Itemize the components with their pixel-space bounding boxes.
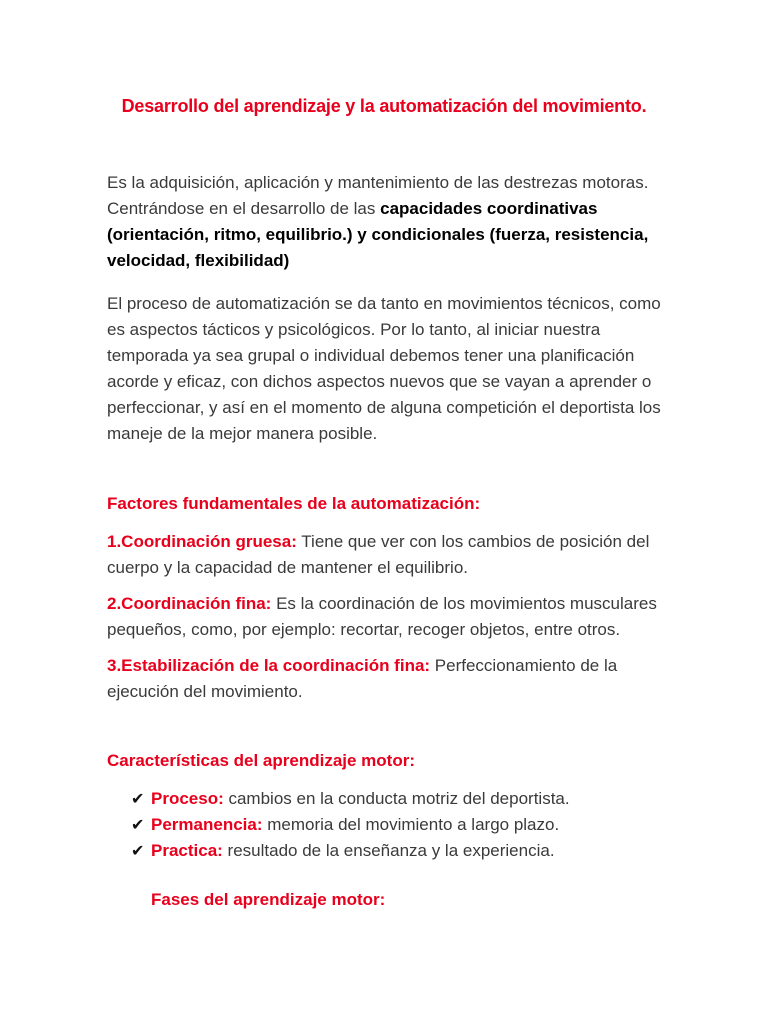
factor-label: 2.Coordinación fina: bbox=[107, 594, 272, 613]
factor-item bbox=[107, 529, 677, 581]
document-title: Desarrollo del aprendizaje y la automatización del movimiento. bbox=[121, 96, 647, 116]
checkmark-icon: ✔ bbox=[131, 789, 145, 808]
factor-text: Tiene que ver con los cambios de posición del cuerpo y la capacidad de mantener el equilibrio. bbox=[107, 532, 650, 577]
characteristic-label: Practica: bbox=[151, 841, 223, 860]
list-item bbox=[131, 812, 570, 838]
checkmark-icon: ✔ bbox=[131, 841, 145, 860]
list-item bbox=[131, 838, 570, 864]
characteristics-heading: Características del aprendizaje motor: bbox=[107, 751, 416, 770]
checkmark-icon: ✔ bbox=[131, 815, 145, 834]
list-item bbox=[131, 786, 570, 812]
characteristic-label: Proceso: bbox=[151, 789, 224, 808]
characteristic-label: Permanencia: bbox=[151, 815, 263, 834]
characteristic-text: cambios en la conducta motriz del deportista. bbox=[223, 789, 570, 808]
characteristic-text: memoria del movimiento a largo plazo. bbox=[262, 815, 560, 834]
factor-item bbox=[107, 653, 677, 705]
phases-heading: Fases del aprendizaje motor: bbox=[151, 890, 386, 909]
intro-text: Es la adquisición, aplicación y mantenimiento de las destrezas motoras. Centrándose en el desarrollo de las bbox=[107, 173, 649, 218]
process-paragraph: El proceso de automatización se da tanto en movimientos técnicos, como es aspectos tácticos y psicológicos. Por lo tanto, al iniciar nuestra temporada ya sea grupal o individual debemos tener una planificación acorde y eficaz, con dichos aspectos nuevos que se vayan a aprender o perfeccionar, y así en el momento de alguna competición el deportista los maneje de la mejor manera posible. bbox=[107, 294, 661, 443]
factor-item bbox=[107, 591, 677, 643]
intro-capacities-emphasis: capacidades coordinativas (orientación, ritmo, equilibrio.) y condicionales (fuerza, resistencia, velocidad, flexibilidad) bbox=[107, 199, 649, 270]
factor-text: Perfeccionamiento de la ejecución del movimiento. bbox=[107, 656, 618, 701]
factor-text: Es la coordinación de los movimientos musculares pequeños, como, por ejemplo: recortar, recoger objetos, entre otros. bbox=[107, 594, 657, 639]
intro-paragraph bbox=[107, 170, 677, 274]
characteristics-list bbox=[131, 786, 570, 864]
factor-label: 1.Coordinación gruesa: bbox=[107, 532, 297, 551]
factor-label: 3.Estabilización de la coordinación fina: bbox=[107, 656, 431, 675]
factors-heading: Factores fundamentales de la automatización: bbox=[107, 494, 481, 513]
characteristic-text: resultado de la enseñanza y la experiencia. bbox=[222, 841, 555, 860]
